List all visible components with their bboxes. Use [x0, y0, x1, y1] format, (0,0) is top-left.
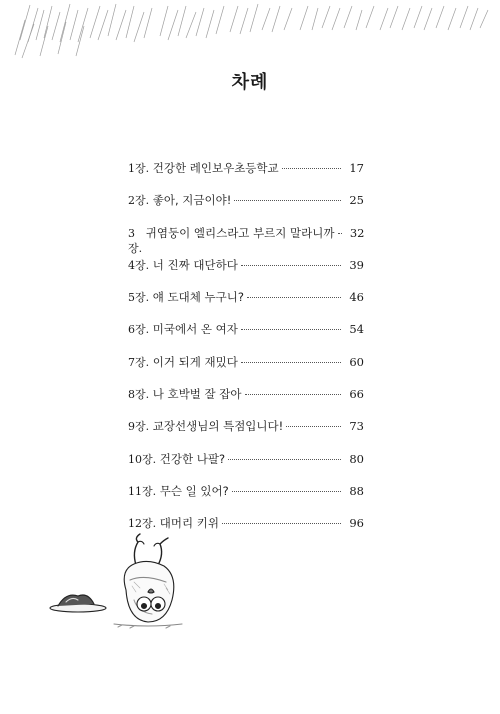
chapter-title: 너 진짜 대단하다: [152, 257, 238, 272]
chapter-number: 8장.: [128, 388, 150, 402]
page-number: 96: [349, 516, 364, 531]
page-number: 60: [349, 354, 364, 369]
toc-item: [128, 483, 364, 515]
dot-leader: [245, 394, 341, 395]
chapter-title: 좋아, 지금이야!: [152, 193, 232, 208]
chapter-number: 6장.: [128, 323, 150, 337]
dot-leader: [338, 233, 342, 234]
toc-item: [128, 451, 364, 483]
dot-leader: [234, 200, 341, 201]
dot-leader: [232, 491, 341, 492]
toc-item: [128, 160, 364, 192]
toc-item: [128, 386, 364, 418]
page-number: 54: [349, 322, 364, 337]
toc-item: [128, 418, 364, 450]
chapter-number: 11장.: [128, 484, 157, 498]
chapter-title: 대머리 키위: [159, 516, 219, 531]
page-number: 17: [349, 161, 364, 175]
toc-item: [128, 192, 364, 224]
page-number: 66: [349, 387, 364, 402]
page-title: 차례: [231, 72, 269, 93]
dot-leader: [241, 265, 341, 266]
dot-leader: [228, 459, 341, 460]
page-number: 88: [349, 483, 364, 498]
dot-leader: [282, 168, 341, 169]
chapter-title: 무슨 일 있어?: [159, 483, 229, 498]
toc-item: [128, 354, 364, 386]
chapter-title: 이거 되게 재밌다: [152, 354, 238, 369]
toc-item: [128, 225, 364, 257]
dot-leader: [222, 523, 341, 524]
dot-leader: [241, 362, 341, 363]
grass-sketch-illustration: [0, 0, 500, 75]
chapter-number: 4장.: [128, 258, 150, 272]
dot-leader: [247, 297, 341, 298]
page-number: 39: [349, 257, 364, 272]
upside-down-character-illustration: [48, 530, 188, 640]
chapter-title: 얘 도대체 누구니?: [152, 290, 244, 305]
page-number: 25: [349, 193, 364, 208]
chapter-title: 건강한 레인보우초등학교: [152, 161, 279, 175]
chapter-number: 10장.: [128, 452, 157, 466]
dot-leader: [241, 329, 341, 330]
toc-item: [128, 257, 364, 289]
chapter-number: 9장.: [128, 420, 150, 434]
chapter-number: 2장.: [128, 194, 150, 208]
page-number: 73: [349, 419, 364, 434]
dot-leader: [286, 426, 341, 427]
chapter-title: 귀염둥이 엘리스라고 부르지 말라니까: [145, 225, 335, 240]
toc-item: [128, 289, 364, 321]
chapter-title: 미국에서 온 여자: [152, 322, 238, 337]
toc-item: [128, 321, 364, 353]
page-number: 32: [349, 225, 365, 240]
chapter-title: 교장선생님의 특점입니다!: [152, 419, 284, 434]
chapter-number: 12장.: [128, 517, 157, 531]
chapter-title: 건강한 나팔?: [159, 451, 226, 466]
chapter-number: 5장.: [128, 291, 150, 305]
chapter-title: 나 호박벌 잘 잡아: [152, 387, 242, 402]
page-number: 46: [349, 290, 364, 305]
chapter-number: 1장.: [128, 162, 150, 175]
table-of-contents: [128, 160, 364, 548]
page-number: 80: [349, 451, 364, 466]
chapter-number: 7장.: [128, 355, 150, 369]
chapter-number: 3장.: [128, 226, 143, 255]
